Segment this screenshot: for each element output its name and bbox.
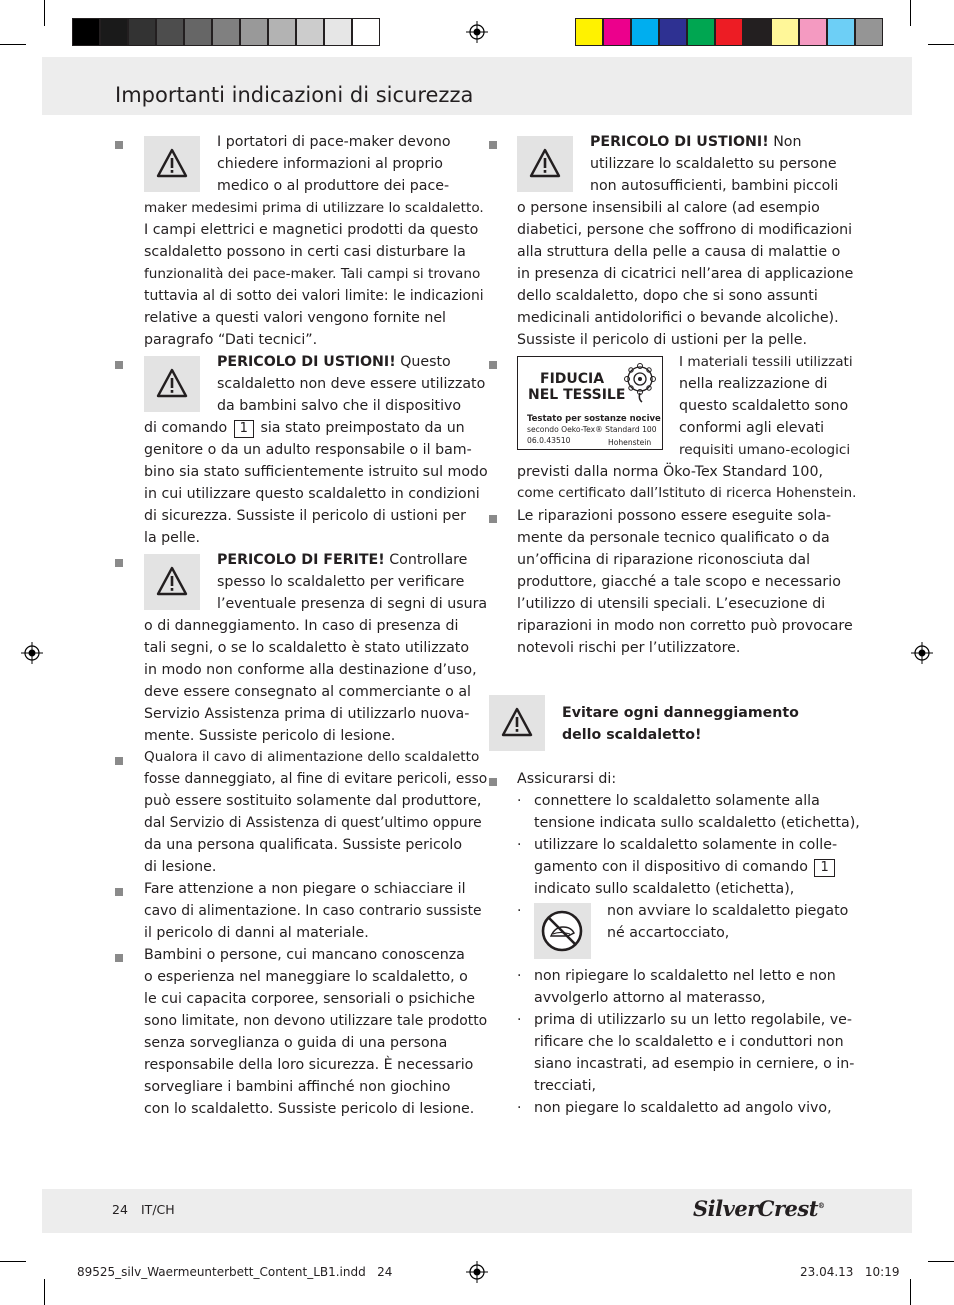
color-swatch	[575, 18, 603, 46]
text-line: medicinali antidolorifici o bevande alcoliche).	[517, 310, 839, 326]
text-line: mente. Sussiste pericolo di lesione.	[144, 728, 396, 744]
color-swatch	[799, 18, 827, 46]
text-line: utilizzare lo scaldaletto su persone	[590, 156, 837, 172]
text-line: fosse danneggiato, al fine di evitare pericoli, esso	[144, 771, 488, 787]
text-line: il pericolo di danni al materiale.	[144, 925, 369, 941]
text-line: riparazioni in modo non corretto può provocare	[517, 618, 853, 634]
text-line: funzionalità dei pace-maker. Tali campi si trovano	[144, 266, 481, 282]
list-item: prima di utilizzarlo su un letto regolabile, ve-	[534, 1012, 853, 1028]
crop-mark	[44, 0, 45, 26]
color-swatch	[687, 18, 715, 46]
text-line: Servizio Assistenza prima di utilizzarlo nuova-	[144, 706, 470, 722]
color-swatch	[631, 18, 659, 46]
warning-triangle-icon	[529, 148, 561, 178]
text-line: scaldaletto possono in certi casi disturbare la	[144, 244, 466, 260]
text-line: da una persona qualificata. Sussiste pericolo	[144, 837, 463, 853]
label-code: 06.0.43510	[527, 436, 571, 445]
warning-triangle-icon	[501, 707, 533, 737]
text-line: questo scaldaletto sono	[679, 398, 849, 414]
text-line: requisiti umano-ecologici	[679, 442, 851, 458]
text-line: sorvegliare i bambini affinché non giochino	[144, 1079, 451, 1095]
crop-mark	[0, 1261, 26, 1262]
text-line: in modo non conforme alla destinazione d’uso,	[144, 662, 477, 678]
bullet	[489, 515, 497, 523]
text-line: I portatori di pace-maker devono	[217, 134, 451, 150]
list-item: gamento con il dispositivo di comando 1	[534, 856, 837, 878]
text-line: notevoli rischi per l’utilizzatore.	[517, 640, 741, 656]
text-line: o persone insensibili al calore (ad esempio	[517, 200, 820, 216]
bullet	[489, 778, 497, 786]
color-swatch	[296, 18, 324, 46]
warning-label: PERICOLO DI USTIONI!	[217, 354, 396, 370]
text-line: nella realizzazione di	[679, 376, 828, 392]
text-line: con lo scaldaletto. Sussiste pericolo di lesione.	[144, 1101, 475, 1117]
color-swatch	[771, 18, 799, 46]
text-line: genitore o da un adulto responsabile o il bam-	[144, 442, 472, 458]
label-line-3: Testato per sostanze nocive	[527, 414, 661, 424]
list-item: non piegare lo scaldaletto ad angolo vivo,	[534, 1100, 832, 1116]
list-item: utilizzare lo scaldaletto solamente in colle-	[534, 837, 838, 853]
prohibition-box	[534, 903, 591, 959]
text-line: può essere sostituito solamente dal produttore,	[144, 793, 482, 809]
text-line: dal Servizio di Assistenza di quest’ultimo oppure	[144, 815, 482, 831]
label-institute: Hohenstein	[608, 438, 652, 447]
text-line: o di danneggiamento. In caso di presenza di	[144, 618, 459, 634]
list-dot: ·	[517, 1012, 522, 1028]
color-swatch	[324, 18, 352, 46]
text-line: mente da personale tecnico qualificato o da	[517, 530, 830, 546]
text-line: l’eventuale presenza di segni di usura	[217, 596, 488, 612]
registration-mark-icon	[21, 642, 43, 664]
section-heading: dello scaldaletto!	[562, 727, 702, 743]
text-line: relative a questi valori vengono fornite nel	[144, 310, 446, 326]
bullet	[115, 954, 123, 962]
warning-label: PERICOLO DI USTIONI!	[590, 134, 769, 150]
text-line: maker medesimi prima di utilizzare lo scaldaletto.	[144, 200, 484, 216]
section-heading: Evitare ogni danneggiamento	[562, 705, 799, 721]
crop-mark	[44, 1279, 45, 1305]
page-number: 24	[112, 1202, 128, 1217]
text-line: Bambini o persone, cui mancano conoscenza	[144, 947, 465, 963]
text-line: responsabile della loro sicurezza. È necessario	[144, 1057, 474, 1073]
color-swatch	[212, 18, 240, 46]
color-swatch	[715, 18, 743, 46]
warning-triangle-icon	[156, 566, 188, 596]
color-swatch	[352, 18, 380, 46]
warning-box	[517, 136, 573, 192]
crop-mark	[910, 1279, 911, 1305]
color-swatch	[603, 18, 631, 46]
warning-box	[144, 554, 200, 610]
warning-box	[144, 136, 200, 192]
text-line: scaldaletto non deve essere utilizzato	[217, 376, 486, 392]
bullet	[115, 141, 123, 149]
label-line-2: NEL TESSILE	[528, 387, 626, 403]
crop-mark	[0, 44, 26, 45]
bullet	[115, 888, 123, 896]
registration-mark-icon	[466, 1261, 488, 1283]
text-line: dello scaldaletto, dopo che si sono assunti	[517, 288, 818, 304]
color-swatch	[100, 18, 128, 46]
list-dot: ·	[517, 968, 522, 984]
region-code: IT/CH	[141, 1202, 175, 1217]
text-line: la pelle.	[144, 530, 201, 546]
bullet	[489, 141, 497, 149]
label-line-1: FIDUCIA	[540, 371, 605, 387]
list-dot: ·	[517, 1100, 522, 1116]
text-line: bino sia stato sufficientemente istruito sul modo	[144, 464, 488, 480]
text-line: PERICOLO DI FERITE! Controllare	[217, 552, 468, 568]
list-dot: ·	[517, 837, 522, 853]
bullet	[115, 361, 123, 369]
list-item: indicato sullo scaldaletto (etichetta),	[534, 881, 795, 897]
text-line: PERICOLO DI USTIONI! Non	[590, 134, 802, 150]
list-item: né accartocciato,	[607, 925, 730, 941]
bullet	[489, 361, 497, 369]
warning-triangle-icon	[156, 368, 188, 398]
text-line: non autosufficienti, bambini piccoli	[590, 178, 839, 194]
color-swatch	[268, 18, 296, 46]
text-line: sono limitate, non devono utilizzare tale prodotto	[144, 1013, 488, 1029]
list-item: tensione indicata sullo scaldaletto (etichetta),	[534, 815, 860, 831]
list-item: avvolgerlo attorno al materasso,	[534, 990, 766, 1006]
warning-box	[144, 356, 200, 412]
oeko-tex-flower-icon	[622, 363, 658, 403]
text-line: come certificato dall’Istituto di ricerca Hohenstein.	[517, 486, 857, 501]
color-swatch	[855, 18, 883, 46]
text-line: tali segni, o se lo scaldaletto è stato utilizzato	[144, 640, 470, 656]
no-folding-icon	[540, 909, 584, 953]
text-line: da bambini salvo che il dispositivo	[217, 398, 462, 414]
bullet	[115, 757, 123, 765]
oeko-tex-label	[517, 356, 663, 450]
color-swatch	[743, 18, 771, 46]
text-line: tuttavia al di sotto dei valori limite: le indicazioni	[144, 288, 484, 304]
color-swatch	[659, 18, 687, 46]
list-item: trecciati,	[534, 1078, 597, 1094]
brand-logo: SilverCrest®	[693, 1196, 825, 1221]
list-dot: ·	[517, 903, 522, 919]
warning-triangle-icon	[156, 148, 188, 178]
list-intro: Assicurarsi di:	[517, 771, 617, 787]
registration-mark-icon	[466, 21, 488, 43]
text-line: I campi elettrici e magnetici prodotti da questo	[144, 222, 479, 238]
text-line: Qualora il cavo di alimentazione dello scaldaletto	[144, 749, 480, 765]
color-swatch	[827, 18, 855, 46]
list-dot: ·	[517, 793, 522, 809]
text-line: un’officina di riparazione riconosciuta dal	[517, 552, 811, 568]
text-line: alla struttura della pelle a causa di malattie o	[517, 244, 841, 260]
list-item: connettere lo scaldaletto solamente alla	[534, 793, 820, 809]
text-line: di comando 1 sia stato preimpostato da un	[144, 420, 465, 436]
text-line: produttore, giacché a tale scopo e necessario	[517, 574, 841, 590]
crop-mark	[928, 44, 954, 45]
list-item: non ripiegare lo scaldaletto nel letto e non	[534, 968, 836, 984]
text-line: cavo di alimentazione. In caso contrario sussiste	[144, 903, 482, 919]
text-line: di sicurezza. Sussiste il pericolo di ustioni per	[144, 508, 466, 524]
warning-box	[489, 695, 545, 751]
color-swatch	[156, 18, 184, 46]
list-item: rificare che lo scaldaletto e i conduttori non	[534, 1034, 844, 1050]
text-line: o esperienza nel maneggiare lo scaldaletto, o	[144, 969, 468, 985]
text-line: l’utilizzo di utensili speciali. L’esecuzione di	[517, 596, 826, 612]
text-line: Fare attenzione a non piegare o schiacciare il	[144, 881, 466, 897]
label-line-4: secondo Oeko-Tex® Standard 100	[527, 425, 657, 434]
text-line: I materiali tessili utilizzati	[679, 354, 853, 370]
text-line: PERICOLO DI USTIONI! Questo	[217, 354, 451, 370]
bullet	[115, 559, 123, 567]
text-line: medico o al produttore dei pace-	[217, 178, 450, 194]
color-swatch	[184, 18, 212, 46]
list-item: siano incastrati, ad esempio in cerniere, o in-	[534, 1056, 855, 1072]
warning-label: PERICOLO DI FERITE!	[217, 552, 385, 568]
color-swatch	[128, 18, 156, 46]
text-line: le cui capacita corporee, sensoriali o psichiche	[144, 991, 475, 1007]
color-swatch	[240, 18, 268, 46]
text-line: spesso lo scaldaletto per verificare	[217, 574, 465, 590]
text-line: paragrafo “Dati tecnici”.	[144, 332, 318, 348]
page-title: Importanti indicazioni di sicurezza	[115, 83, 474, 107]
text-line: conformi agli elevati	[679, 420, 825, 436]
control-unit-ref: 1	[234, 420, 254, 438]
text-line: diabetici, persone che soffrono di modificazioni	[517, 222, 853, 238]
text-line: senza sorveglianza o guida di una persona	[144, 1035, 448, 1051]
color-swatch	[72, 18, 100, 46]
text-line: deve essere consegnato al commerciante o al	[144, 684, 471, 700]
crop-mark	[910, 0, 911, 26]
text-line: Sussiste il pericolo di ustioni per la pelle.	[517, 332, 807, 348]
control-unit-ref: 1	[814, 859, 834, 877]
print-date: 23.04.13 10:19	[800, 1265, 900, 1279]
text-line: in cui utilizzare questo scaldaletto in condizioni	[144, 486, 480, 502]
text-line: chiedere informazioni al proprio	[217, 156, 443, 172]
text-line: previsti dalla norma Öko-Tex Standard 100,	[517, 464, 823, 480]
crop-mark	[928, 1261, 954, 1262]
registration-mark-icon	[911, 642, 933, 664]
file-slug: 89525_silv_Waermeunterbett_Content_LB1.indd 24	[77, 1265, 393, 1279]
text-line: Le riparazioni possono essere eseguite sola-	[517, 508, 832, 524]
text-line: di lesione.	[144, 859, 217, 875]
text-line: in presenza di cicatrici nell’area di applicazione	[517, 266, 854, 282]
list-item: non avviare lo scaldaletto piegato	[607, 903, 849, 919]
